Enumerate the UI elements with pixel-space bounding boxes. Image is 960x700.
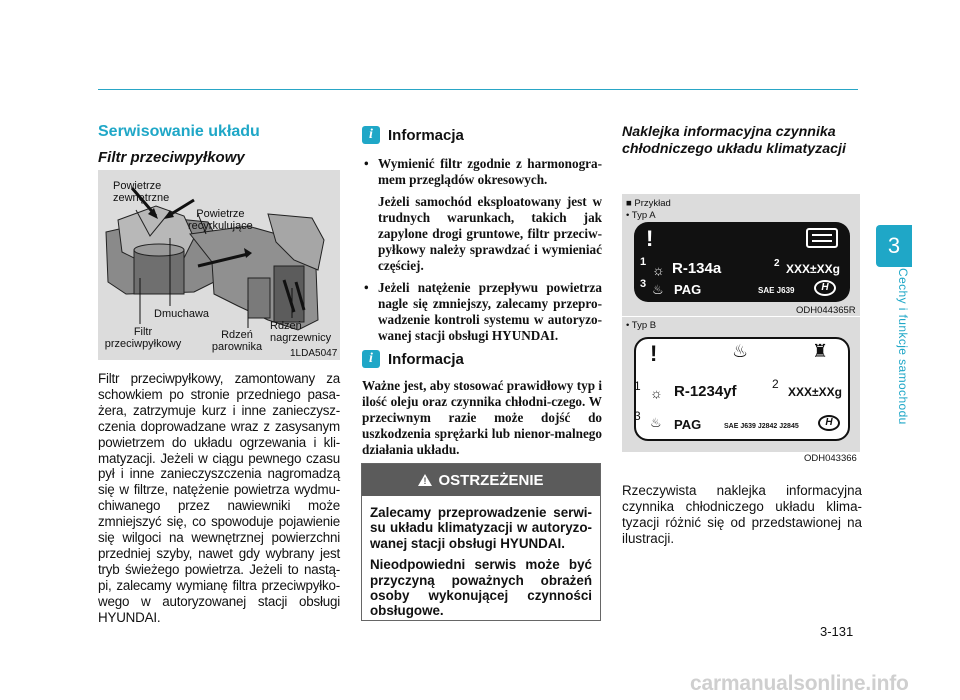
tag-number: 3 (640, 278, 647, 290)
filter-description: Filtr przeciwpyłkowy, zamontowany za schowkiem po stronie przedniego pasa-żera, zatrzymuje kurz i inne zanieczysz-czenia doprowadzane wraz z zasysanym powietrzem do układu ogrzewania i kli-matyzacji. Jeżeli w ciągu pewnego czasu pył i inne zanieczyszczenia nagromadzą się w filtrze, natężenie powietrza wydmu-chiwanego przez nawiewniki może zmniejszyć się, co spowoduje pojawienie się wilgoci na wewnętrznej powierzchni przedniej szyby, nawet gdy wybrany jest tryb świeżego powietrza. Jeżeli to nastą-pi, zalecamy wymianę filtra przeciwpyłko-wego w autoryzowanej stacji obsługi HYUNDAI. (98, 371, 340, 625)
label-evaporator: Rdzeń parownika (211, 329, 263, 353)
label-section-title: Naklejka informacyjna czynnika chłodniczego układu klimatyzacji (622, 124, 846, 157)
tag-number: 2 (772, 377, 779, 391)
refrigerant-type: R-134a (672, 260, 722, 277)
chapter-number: 3 (887, 233, 901, 258)
figure-code-b: ODH043366 (804, 453, 857, 464)
label-recirc-air: Powietrze recyrkulujące (188, 208, 253, 232)
oil-can-icon: ♨ (650, 415, 662, 430)
label-heater-core: Rdzeń nagrzewnicy (270, 320, 332, 344)
refrigerant-amount: XXX±XXg (788, 385, 842, 399)
warning-title: OSTRZEŻENIE (438, 471, 544, 489)
chapter-tab[interactable] (876, 225, 912, 267)
oil-type: PAG (674, 417, 702, 432)
refrigerant-icon: ☼ (652, 262, 665, 278)
manual-icon (806, 228, 838, 248)
warning-paragraph: Zalecamy przeprowadzenie serwi-su układu klimatyzacji w autoryzo-wanej stacji obsługi HYUNDAI. (370, 505, 592, 551)
tag-number: 1 (640, 256, 647, 268)
label-note: Rzeczywista naklejka informacyjna czynnika chłodniczego układu klima-tyzacji różnić się od przedstawionej na ilustracji. (622, 483, 862, 546)
info-icon: i (362, 126, 380, 144)
warning-body (370, 505, 592, 619)
example-caption: ■ Przykład (626, 198, 671, 209)
info-title: Informacja (388, 350, 464, 368)
list-item: • Wymienić filtr zgodnie z harmonogra-mem przeglądów okresowych. (362, 156, 602, 188)
page-number: 3-131 (820, 624, 854, 639)
oil-can-icon: ♨ (652, 282, 664, 297)
top-rule (98, 89, 858, 90)
warning-header (362, 464, 600, 496)
refrigerant-tag-a (634, 222, 850, 302)
warning-box (361, 463, 601, 621)
warning-icon: ! (646, 226, 654, 251)
tag-number: 1 (634, 379, 641, 393)
info-list-1 (362, 156, 602, 344)
info-heading-1 (362, 126, 464, 144)
subsection-title: Filtr przeciwpyłkowy (98, 149, 245, 166)
warning-triangle-icon: ! (418, 474, 432, 486)
refrigerant-type: R-1234yf (674, 383, 737, 400)
hyundai-logo: H (814, 280, 836, 296)
watermark: carmanualsonline.info (690, 672, 909, 695)
info-icon: i (362, 350, 380, 368)
tag-number: 3 (634, 409, 641, 423)
list-item-continuation: Jeżeli samochód eksploatowany jest w trudnych warunkach, takich jak zapylone drogi gruntowe, filtr przeciw-pyłkowy należy sprawdzać i wymieniać częściej. (378, 194, 602, 273)
label-blower: Dmuchawa (154, 308, 210, 320)
sae-standard: SAE J639 J2842 J2845 (724, 423, 799, 430)
type-b-caption: • Typ B (626, 320, 657, 331)
refrigerant-amount: XXX±XXg (786, 262, 840, 276)
technician-icon: ♜ (812, 341, 829, 361)
info-text-2: Ważne jest, aby stosować prawidłowy typ i ilość oleju oraz czynnika chłodni-czego. W przeciwnym razie może dojść do uszkodzenia sprężarki lub nienor-malnego działania układu. (362, 378, 602, 457)
refrigerant-tag-b (634, 337, 850, 441)
label-filter: Filtr przeciwpyłkowy (104, 326, 182, 350)
figure-code-a: ODH044365R (796, 305, 856, 316)
info-heading-2 (362, 350, 464, 368)
label-outside-air: Powietrze zewnętrzne (113, 180, 170, 204)
type-a-caption: • Typ A (626, 210, 656, 221)
section-title: Serwisowanie układu (98, 123, 260, 140)
cabin-filter-figure (98, 170, 340, 360)
list-item: • Jeżeli natężenie przepływu powietrza nagle się zmniejszy, zalecamy przepro-wadzenie kontroli systemu w autoryzo-wanej stacji obsługi HYUNDAI. (362, 280, 602, 344)
oil-type: PAG (674, 282, 702, 297)
figure-code: 1LDA5047 (290, 348, 338, 359)
tag-number: 2 (774, 258, 780, 269)
warning-icon: ! (650, 341, 658, 366)
info-title: Informacja (388, 126, 464, 144)
refrigerant-icon: ☼ (650, 385, 663, 401)
chapter-label: Cechy i funkcje samochodu (896, 268, 910, 425)
hyundai-logo: H (818, 415, 840, 431)
flammable-icon: ♨ (732, 341, 749, 361)
sae-standard: SAE J639 (758, 286, 795, 295)
warning-paragraph: Nieodpowiedni serwis może być przyczyną poważnych obrażeń osoby wykonującej czynności obsługowe. (370, 557, 592, 619)
